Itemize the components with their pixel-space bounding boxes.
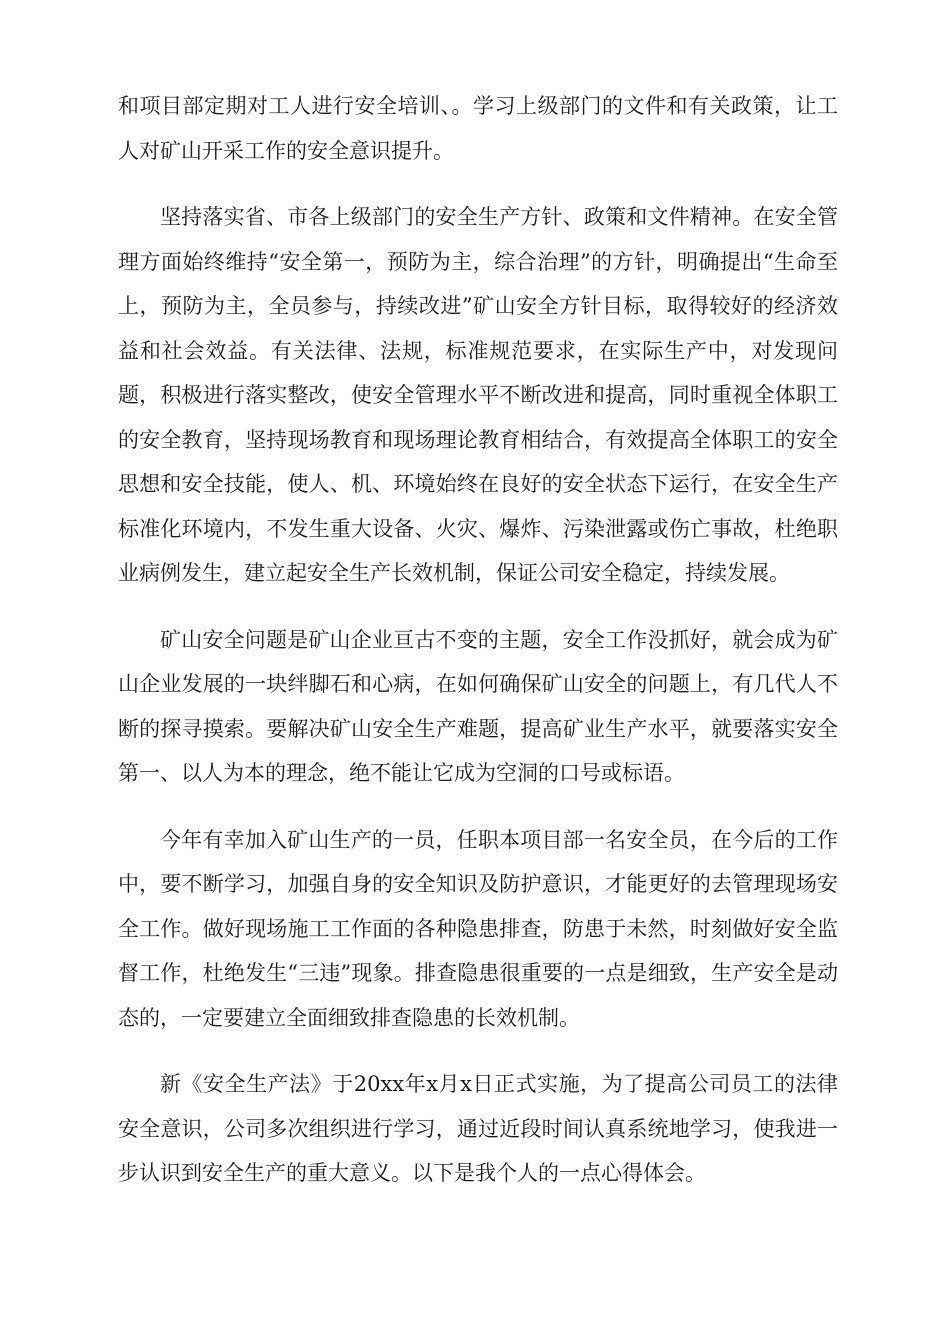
paragraph-training: 和项目部定期对工人进行安全培训、。学习上级部门的文件和有关政策，让工人对矿山开采工作的安全意识提升。	[118, 94, 838, 163]
paragraph-safety-policy: 坚持落实省、市各上级部门的安全生产方针、政策和文件精神。在安全管理方面始终维持“安全第一，预防为主，综合治理”的方针，明确提出“生命至上，预防为主，全员参与，持续改进”矿山安全方针目标，取得较好的经济效益和社会效益。有关法律、法规，标准规范要求，在实际生产中，对发现问题，积极进行落实整改，使安全管理水平不断改进和提高，同时重视全体职工的安全教育，坚持现场教育和现场理论教育相结合，有效提高全体职工的安全思想和安全技能，使人、机、环境始终在良好的安全状态下运行，在安全生产标准化环境内，不发生重大设备、火灾、爆炸、污染泄露或伤亡事故，杜绝职业病例发生，建立起安全生产长效机制，保证公司安全稳定，持续发展。	[118, 205, 838, 585]
document-body	[118, 84, 838, 1196]
paragraph-mine-safety-problem: 矿山安全问题是矿山企业亘古不变的主题，安全工作没抓好，就会成为矿山企业发展的一块绊脚石和心病，在如何确保矿山安全的问题上，有几代人不断的探寻摸索。要解决矿山安全生产难题，提高矿业生产水平，就要落实安全第一、以人为本的理念，绝不能让它成为空洞的口号或标语。	[118, 627, 838, 785]
paragraph-safety-law: 新《安全生产法》于20xx年x月x日正式实施，为了提高公司员工的法律安全意识，公司多次组织进行学习，通过近段时间认真系统地学习，使我进一步认识到安全生产的重大意义。以下是我个人的一点心得体会。	[118, 1072, 838, 1185]
paragraph-new-role: 今年有幸加入矿山生产的一员，任职本项目部一名安全员，在今后的工作中，要不断学习，加强自身的安全知识及防护意识，才能更好的去管理现场安全工作。做好现场施工工作面的各种隐患排查，防患于未然，时刻做好安全监督工作，杜绝发生“三违”现象。排查隐患很重要的一点是细致，生产安全是动态的，一定要建立全面细致排查隐患的长效机制。	[118, 827, 838, 1030]
